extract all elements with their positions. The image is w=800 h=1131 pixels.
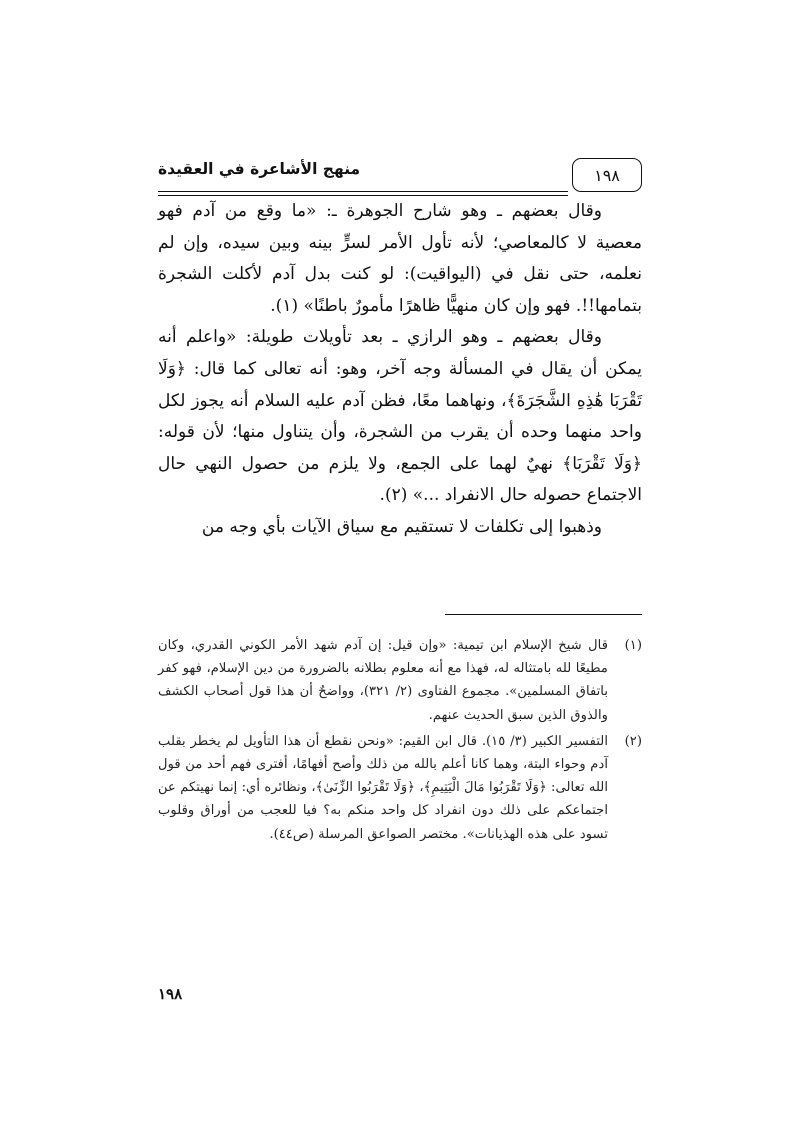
- footnote: [158, 730, 642, 846]
- footnote: [158, 634, 642, 727]
- footnote-number: (٢): [624, 733, 642, 749]
- footnote-number: (١): [624, 638, 642, 653]
- paragraph-1: وقال بعضهم ـ وهو شارح الجوهرة ـ: «ما وقع من آدم فهو معصية لا كالمعاصي؛ لأنه تأول الأمر لسرٍّ بينه وبين سيده، وإن لم نعلمه، حتى نقل في (اليواقيت): لو كنت بدل آدم لأكلت الشجرة بتمامها!!. فهو وإن كان منهيًّا ظاهرًا مأمورٌ باطنًا» (١).: [158, 201, 642, 316]
- footnote-separator: [445, 614, 642, 615]
- footer-page-number: ١٩٨: [158, 985, 183, 1003]
- header-rule-upper: [158, 191, 568, 192]
- paragraph-2: وقال بعضهم ـ وهو الرازي ـ بعد تأويلات طويلة: «واعلم أنه يمكن أن يقال في المسألة وجه آخر، وهو: أنه تعالى كما قال: ﴿وَلَا تَقْرَبَا هَٰذِهِ الشَّجَرَةَ﴾، ونهاهما معًا، فظن آدم عليه السلام أنه يجوز لكل واحد منهما وحده أن يقرب من الشجرة، وأن يتناول منها؛ لأن قوله: ﴿وَلَا تَقْرَبَا﴾ نهيٌ لهما على الجمع، ولا يلزم من حصول النهي حال الاجتماع حصوله حال الانفراد ...» (٢).: [158, 327, 642, 506]
- paragraph-3: وذهبوا إلى تكلفات لا تستقيم مع سياق الآيات بأي وجه من: [201, 516, 602, 537]
- page-header: [158, 150, 642, 196]
- footnotes: [158, 634, 642, 849]
- footnote-text: التفسير الكبير (٣/ ١٥). قال ابن القيم: «ونحن نقطع أن هذا التأويل لم يخطر بقلب آدم وحواء البتة، وهما كانا أعلم بالله من ذلك وأصح أفهامًا، أفترى فهم أحد من قول الله تعالى: ﴿وَلَا تَقْرَبُوا مَالَ الْيَتِيمِ﴾، ﴿وَلَا تَقْرَبُوا الزِّنَىٰ﴾، ونظائره أي: إنما نهيتكم عن اجتماعكم على ذلك دون انفراد كل واحد منكم به؟ فيا للعجب من أوراق وقلوب تسود على هذه الهذيانات». مختصر الصواعق المرسلة (ص٤٤).: [158, 733, 608, 842]
- footnote-text: قال شيخ الإسلام ابن تيمية: «وإن قيل: إن آدم شهد الأمر الكوني القدري، وكان مطيعًا لله بامتثاله له، فهذا مع أنه معلوم بطلانه بالضرورة من دين الإسلام، فهو كفر باتفاق المسلمين». مجموع الفتاوى (٢/ ٣٢١)، وواضحٌ أن هذا قول أصحاب الكشف والذوق الذين سبق الحديث عنهم.: [158, 638, 608, 723]
- main-text: [158, 196, 642, 544]
- book-title: منهج الأشاعرة في العقيدة: [158, 160, 361, 178]
- page-number-box: ١٩٨: [572, 158, 642, 192]
